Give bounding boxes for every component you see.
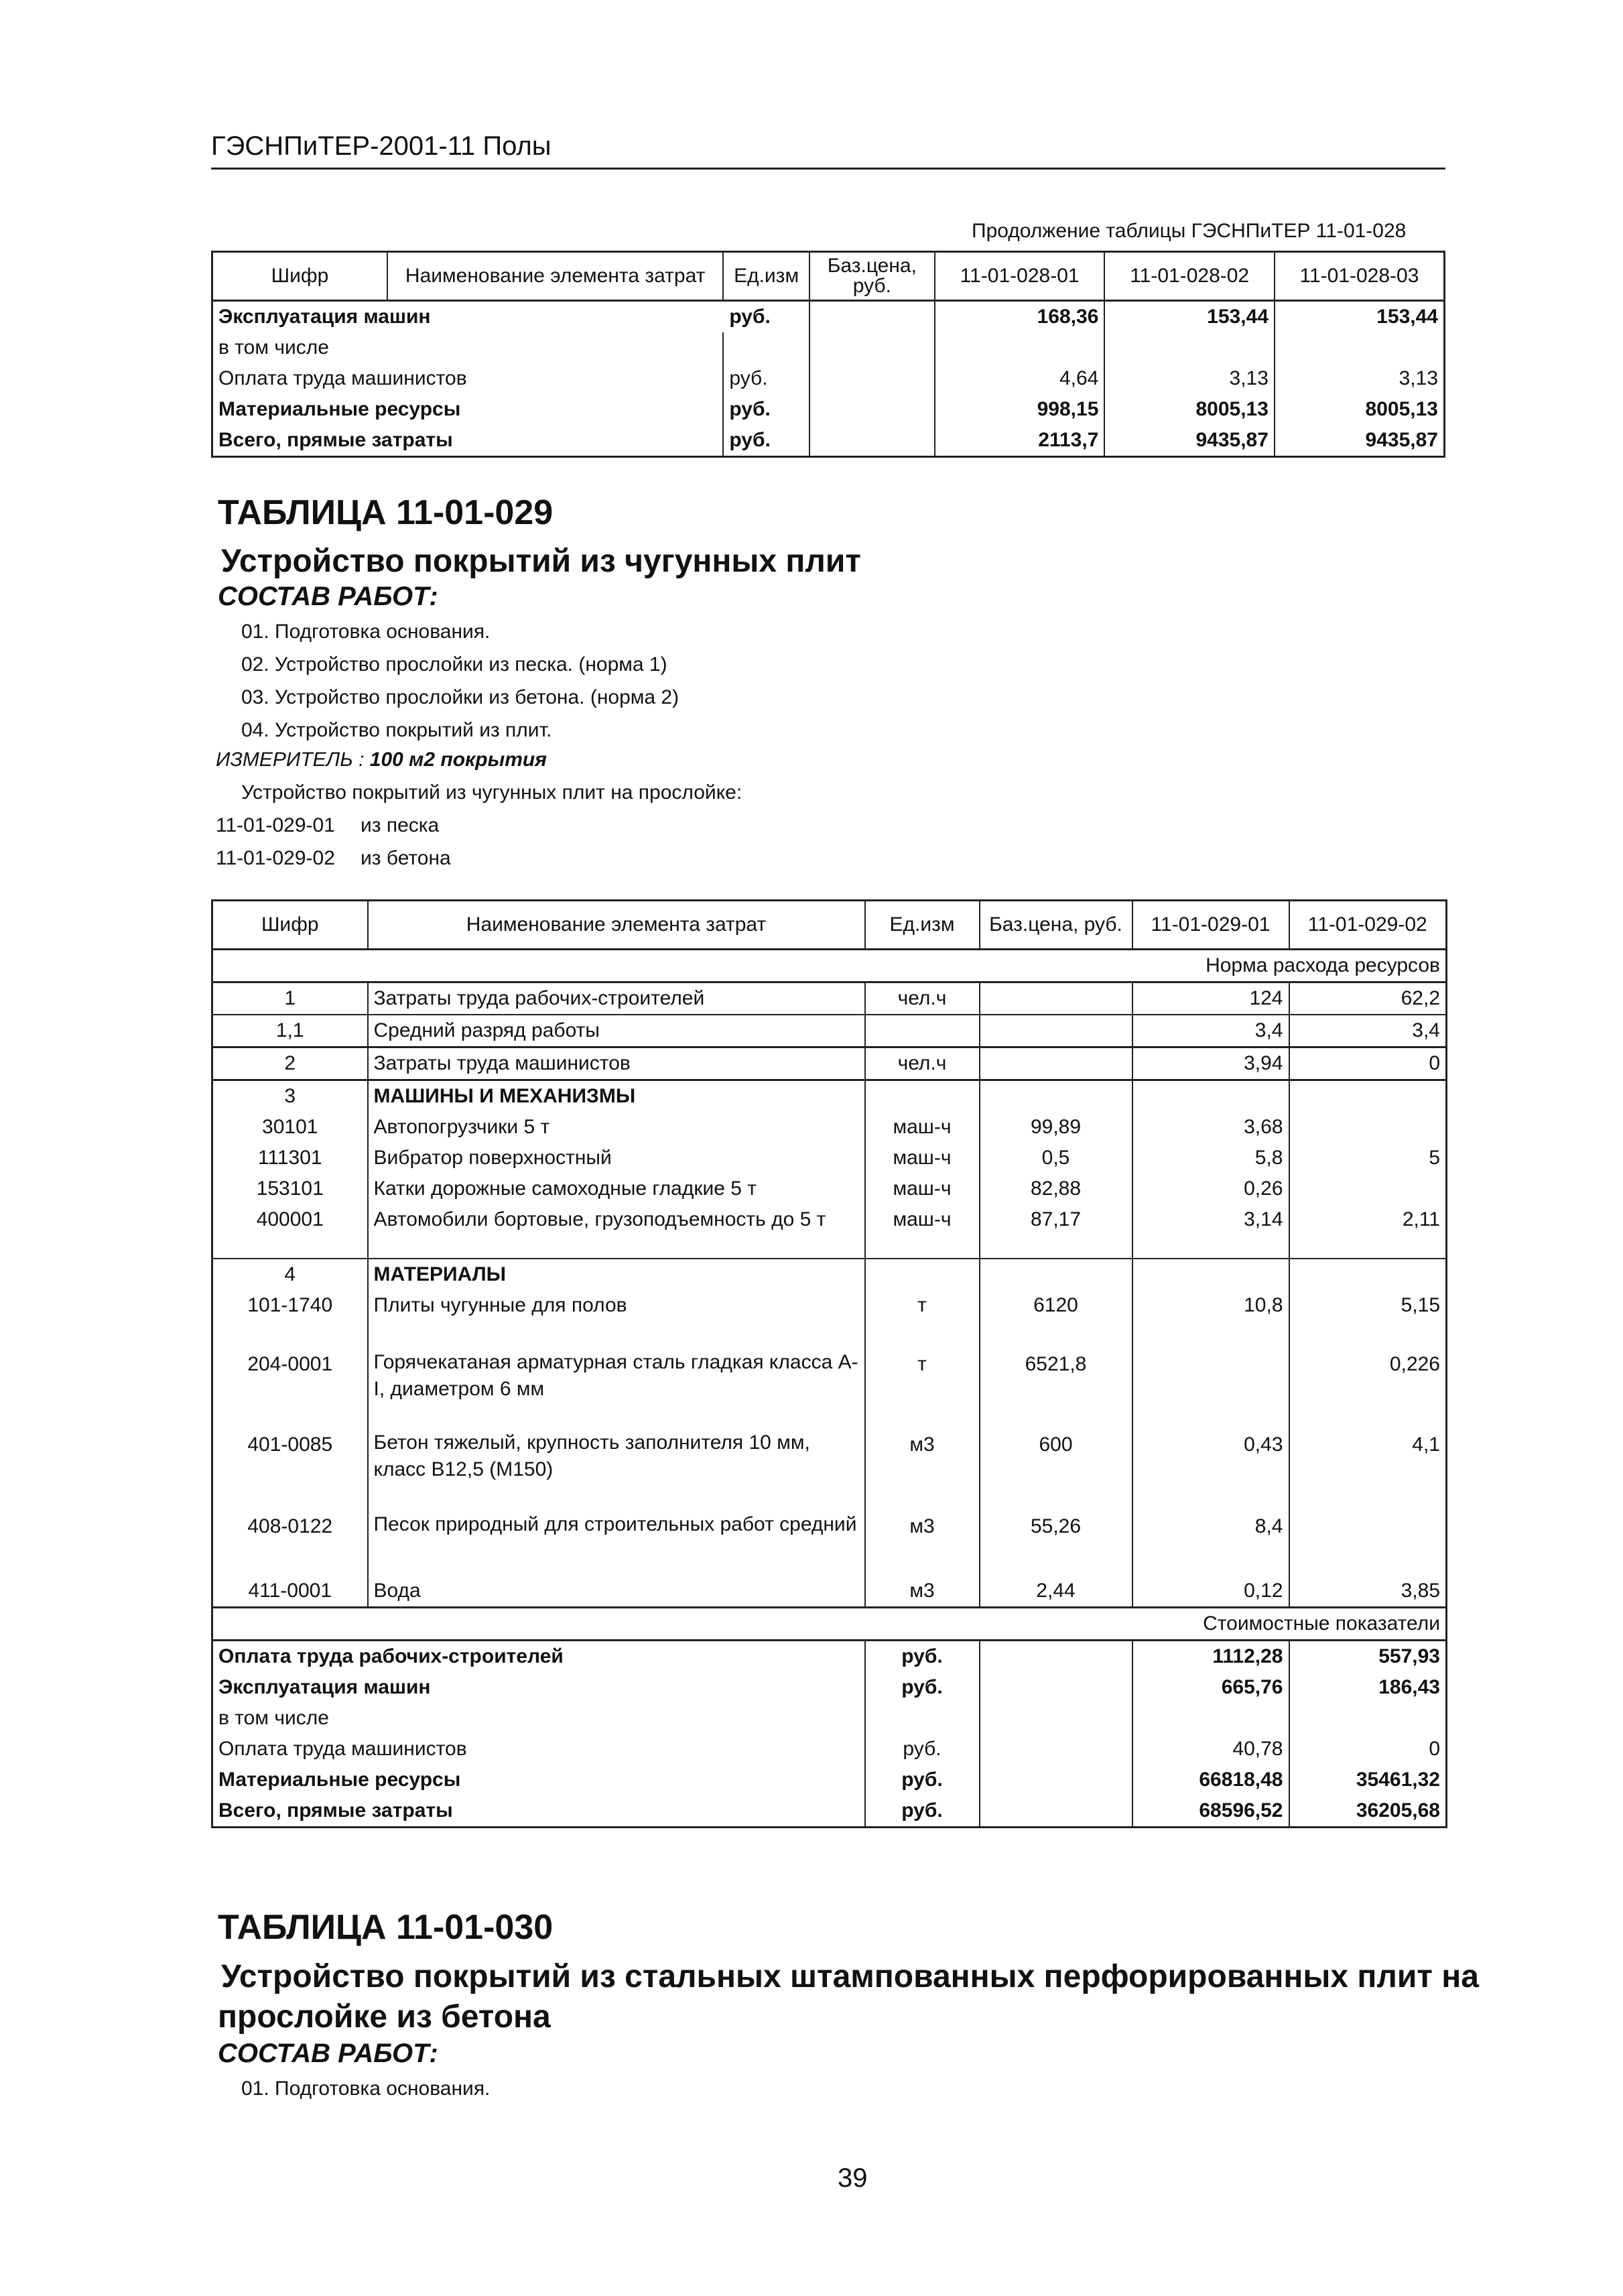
col-header-code: Шифр — [212, 901, 368, 950]
table-row: 2 Затраты труда машинистов чел.ч 3,94 0 — [212, 1047, 1447, 1080]
variant-code: 11-01-029-01 — [216, 814, 335, 836]
col-header-unit: Ед.изм — [865, 901, 980, 950]
col-header-price: Баз.цена, руб. — [809, 252, 935, 301]
work-composition-heading: СОСТАВ РАБОТ: — [218, 582, 438, 611]
col-header-name: Наименование элемента затрат — [387, 252, 723, 301]
variant-code: 11-01-029-02 — [216, 847, 335, 869]
table-total-row: Оплата труда машинистов руб. 40,78 0 — [212, 1734, 1447, 1765]
table-row: в том числе — [212, 332, 1445, 363]
table-row: 30101 Автопогрузчики 5 т маш-ч 99,89 3,68 — [212, 1112, 1447, 1143]
table-row: 408-0122 Песок природный для строительных работ средний м3 55,26 8,4 — [212, 1511, 1447, 1576]
col-header-unit: Ед.изм — [723, 252, 809, 301]
measurement-value: 100 м2 покрытия — [369, 749, 547, 771]
resource-table-028 — [211, 251, 1445, 458]
col-header-norm-2: 11-01-029-02 — [1289, 901, 1447, 950]
table-group-header: 3 МАШИНЫ И МЕХАНИЗМЫ — [212, 1080, 1447, 1112]
document-header: ГЭСНПиТЕР-2001-11 Полы — [211, 131, 551, 161]
table-title: ТАБЛИЦА 11-01-030 — [218, 1908, 554, 1947]
table-total-row: Материальные ресурсы руб. 66818,48 35461,32 — [212, 1765, 1447, 1795]
table-row: 401-0085 Бетон тяжелый, крупность заполнителя 10 мм, класс В12,5 (М150) м3 600 0,43 4,1 — [212, 1429, 1447, 1511]
work-composition-heading: СОСТАВ РАБОТ: — [218, 2039, 438, 2068]
table-subtitle: Устройство покрытий из чугунных плит — [221, 544, 861, 579]
table-row: Эксплуатация машин руб. 168,36 153,44 153,44 — [212, 301, 1445, 333]
work-item: 02. Устройство прослойки из песка. (норма 1) — [241, 653, 667, 676]
table-row: Материальные ресурсы руб. 998,15 8005,13 8005,13 — [212, 394, 1445, 425]
table-total-row: Оплата труда рабочих-строителей руб. 1112,28 557,93 — [212, 1641, 1447, 1673]
col-header-norm-3: 11-01-028-03 — [1275, 252, 1445, 301]
table-row: 1,1 Средний разряд работы 3,4 3,4 — [212, 1015, 1447, 1047]
col-header-norm-1: 11-01-028-01 — [935, 252, 1105, 301]
table-title: ТАБЛИЦА 11-01-029 — [218, 493, 554, 532]
work-item: 04. Устройство покрытий из плит. — [241, 719, 552, 741]
table-row: 411-0001 Вода м3 2,44 0,12 3,85 — [212, 1576, 1447, 1608]
col-header-name: Наименование элемента затрат — [368, 901, 865, 950]
table-row: 204-0001 Горячекатаная арматурная сталь гладкая класса А-I, диаметром 6 мм т 6521,8 0,226 — [212, 1349, 1447, 1429]
table-row: 400001 Автомобили бортовые, грузоподъемность до 5 т маш-ч 87,17 3,14 2,11 — [212, 1204, 1447, 1259]
col-header-norm-2: 11-01-028-02 — [1104, 252, 1275, 301]
page-number: 39 — [838, 2163, 868, 2193]
table-row: 1 Затраты труда рабочих-строителей чел.ч 124 62,2 — [212, 982, 1447, 1015]
variants-description: Устройство покрытий из чугунных плит на прослойке: — [241, 781, 742, 804]
table-row: Оплата труда машинистов руб. 4,64 3,13 3,13 — [212, 363, 1445, 394]
table-row: 111301 Вибратор поверхностный маш-ч 0,5 5,8 5 — [212, 1143, 1447, 1173]
work-item: 03. Устройство прослойки из бетона. (норма 2) — [241, 686, 679, 708]
header-rule — [211, 168, 1445, 170]
col-header-code: Шифр — [212, 252, 387, 301]
table-total-row: Эксплуатация машин руб. 665,76 186,43 — [212, 1672, 1447, 1703]
variant-text: из бетона — [361, 847, 451, 869]
work-item: 01. Подготовка основания. — [241, 2078, 491, 2100]
table-continuation-note: Продолжение таблицы ГЭСНПиТЕР 11-01-028 — [972, 220, 1407, 242]
resource-table-029 — [211, 899, 1447, 1828]
measurement-label: ИЗМЕРИТЕЛЬ : — [216, 749, 365, 771]
variant-text: из песка — [361, 814, 440, 836]
table-section-label: Стоимостные показатели — [212, 1608, 1447, 1641]
table-total-row: Всего, прямые затраты руб. 68596,52 36205,68 — [212, 1795, 1447, 1828]
table-row: Всего, прямые затраты руб. 2113,7 9435,87 9435,87 — [212, 425, 1445, 457]
table-row: 153101 Катки дорожные самоходные гладкие 5 т маш-ч 82,88 0,26 — [212, 1173, 1447, 1204]
table-group-header: 4 МАТЕРИАЛЫ — [212, 1259, 1447, 1290]
col-header-norm-1: 11-01-029-01 — [1132, 901, 1289, 950]
table-subtitle: прослойке из бетона — [218, 1999, 551, 2035]
table-section-label: Норма расхода ресурсов — [212, 950, 1447, 982]
work-item: 01. Подготовка основания. — [241, 621, 491, 643]
col-header-price: Баз.цена, руб. — [980, 901, 1132, 950]
table-subtitle: Устройство покрытий из стальных штампованных перфорированных плит на — [221, 1959, 1479, 1994]
measurement-unit — [216, 749, 547, 771]
table-row: 101-1740 Плиты чугунные для полов т 6120 10,8 5,15 — [212, 1290, 1447, 1349]
table-total-row: в том числе — [212, 1703, 1447, 1734]
